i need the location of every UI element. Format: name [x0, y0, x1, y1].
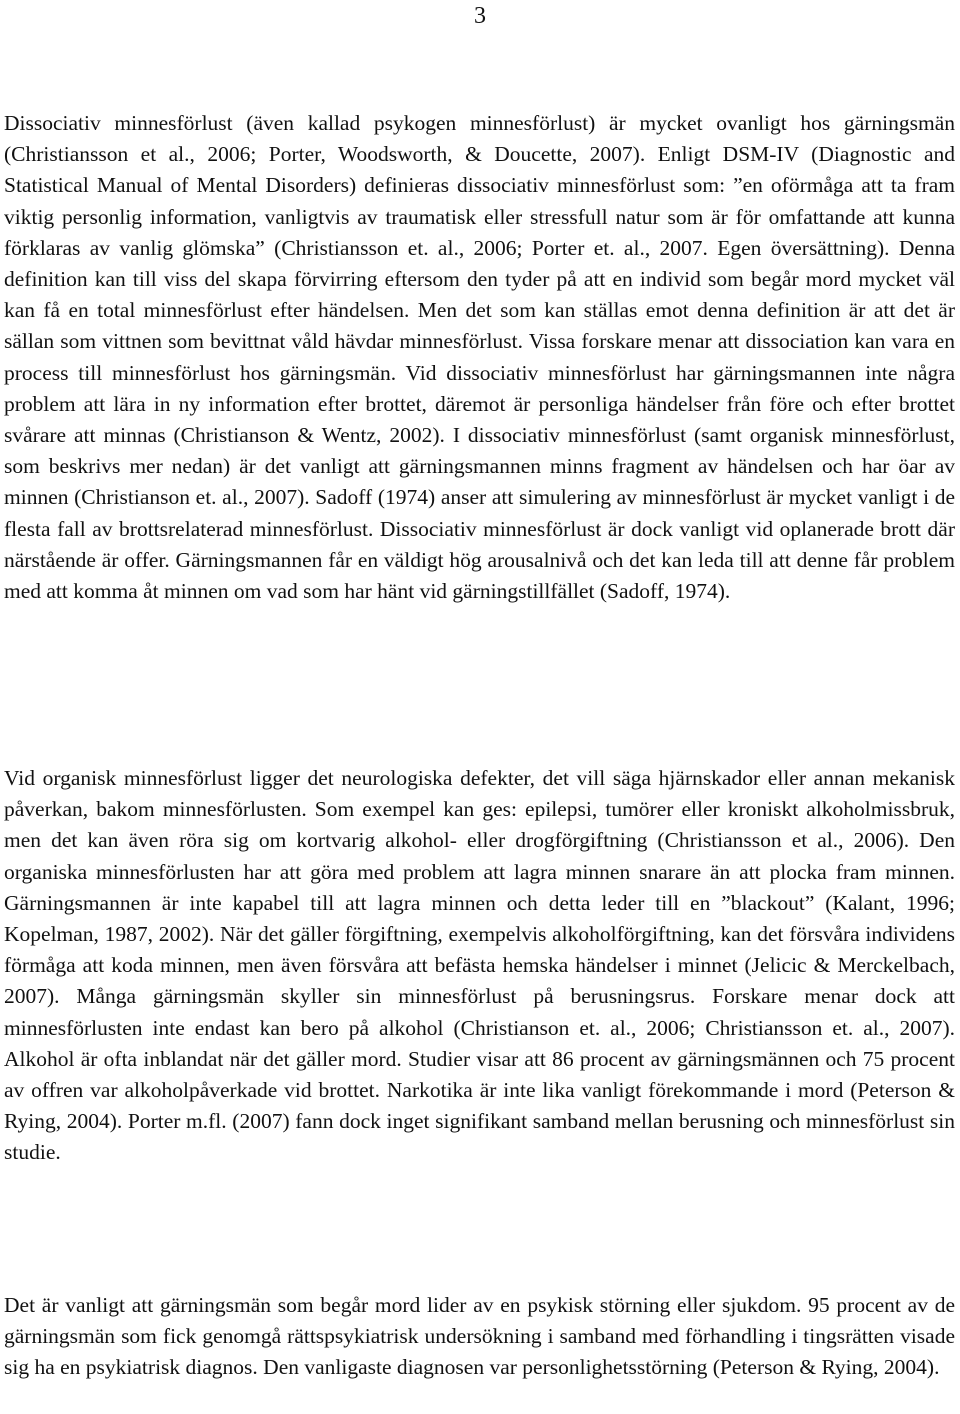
paragraph-dissociative-amnesia: Dissociativ minnesförlust (även kallad psykogen minnesförlust) är mycket ovanligt hos gärningsmän (Christiansson et al., 2006; Porter, Woodsworth, & Doucette, 2007). Enligt DSM-IV (Diagnostic and Statistical Manual of Mental Disorders) definieras dissociativ minnesförlust som: ”en oförmåga att ta fram viktig personlig information, vanligtvis av traumatisk eller stressfull natur som är för omfattande att kunna förklaras av vanlig glömska” (Christiansson et. al., 2006; Porter et. al., 2007. Egen översättning). Denna definition kan till viss del skapa förvirring eftersom den tyder på att en individ som begår mord mycket väl kan få en total minnesförlust efter händelsen. Men det som kan ställas emot denna definition är att det är sällan som vittnen som bevittnat våld hävdar minnesförlust. Vissa forskare menar att dissociation kan vara en process till minnesförlust hos gärningsmän. Vid dissociativ minnesförlust har gärningsmannen inte några problem att lära in ny information efter brottet, däremot är personliga händelser från före och efter brottet svårare att minnas (Christianson & Wentz, 2002). I dissociativ minnesförlust (samt organisk minnesförlust, som beskrivs mer nedan) är det vanligt att gärningsmannen minns fragment av händelsen och har öar av minnen (Christianson et. al., 2007). Sadoff (1974) anser att simulering av minnesförlust är mycket vanligt i de flesta fall av brottsrelaterad minnesförlust. Dissociativ minnesförlust är dock vanligt vid oplanerade brott där närstående är offer. Gärningsmannen får en väldigt hög arousalnivå och det kan leda till att denne får problem med att komma åt minnen om vad som har hänt vid gärningstillfället (Sadoff, 1974). [4, 111, 955, 604]
paragraph-psychiatric-diagnosis: Det är vanligt att gärningsmän som begår mord lider av en psykisk störning eller sjukdom. 95 procent av de gärningsmän som fick genomgå rättspsykiatrisk undersökning i samband med förhandling i tingsrätten visade sig ha en psykiatrisk diagnos. Den vanligaste diagnosen var personlighetsstörning (Peterson & Rying, 2004). [4, 1293, 955, 1380]
paragraph-organic-amnesia: Vid organisk minnesförlust ligger det neurologiska defekter, det vill säga hjärnskador eller annan mekanisk påverkan, bakom minnesförlusten. Som exempel kan ges: epilepsi, tumörer eller kroniskt alkoholmissbruk, men det kan även röra sig om kortvarig alkohol- eller drogförgiftning (Christiansson et al., 2006). Den organiska minnesförlusten har att göra med problem att lagra minnen snarare än att plocka fram minnen. Gärningsmannen är inte kapabel till att lagra minnen och detta leder till en ”blackout” (Kalant, 1996; Kopelman, 1987, 2002). När det gäller förgiftning, exempelvis alkoholförgiftning, kan det försvåra individens förmåga att koda minnen, men även försvåra att befästa hemska händelser i minnet (Jelicic & Merckelbach, 2007). Många gärningsmän skyller sin minnesförlust på berusningsrus. Forskare menar dock att minnesförlusten inte endast kan bero på alkohol (Christianson et. al., 2006; Christiansson et. al., 2007). Alkohol är ofta inblandat när det gäller mord. Studier visar att 86 procent av gärningsmännen och 75 procent av offren var alkoholpåverkade vid brottet. Narkotika är inte lika vanligt förekommande i mord (Peterson & Rying, 2004). Porter m.fl. (2007) fann dock inget signifikant samband mellan berusning och minnesförlust sin studie. [4, 766, 955, 1165]
page-number: 3 [474, 3, 486, 29]
